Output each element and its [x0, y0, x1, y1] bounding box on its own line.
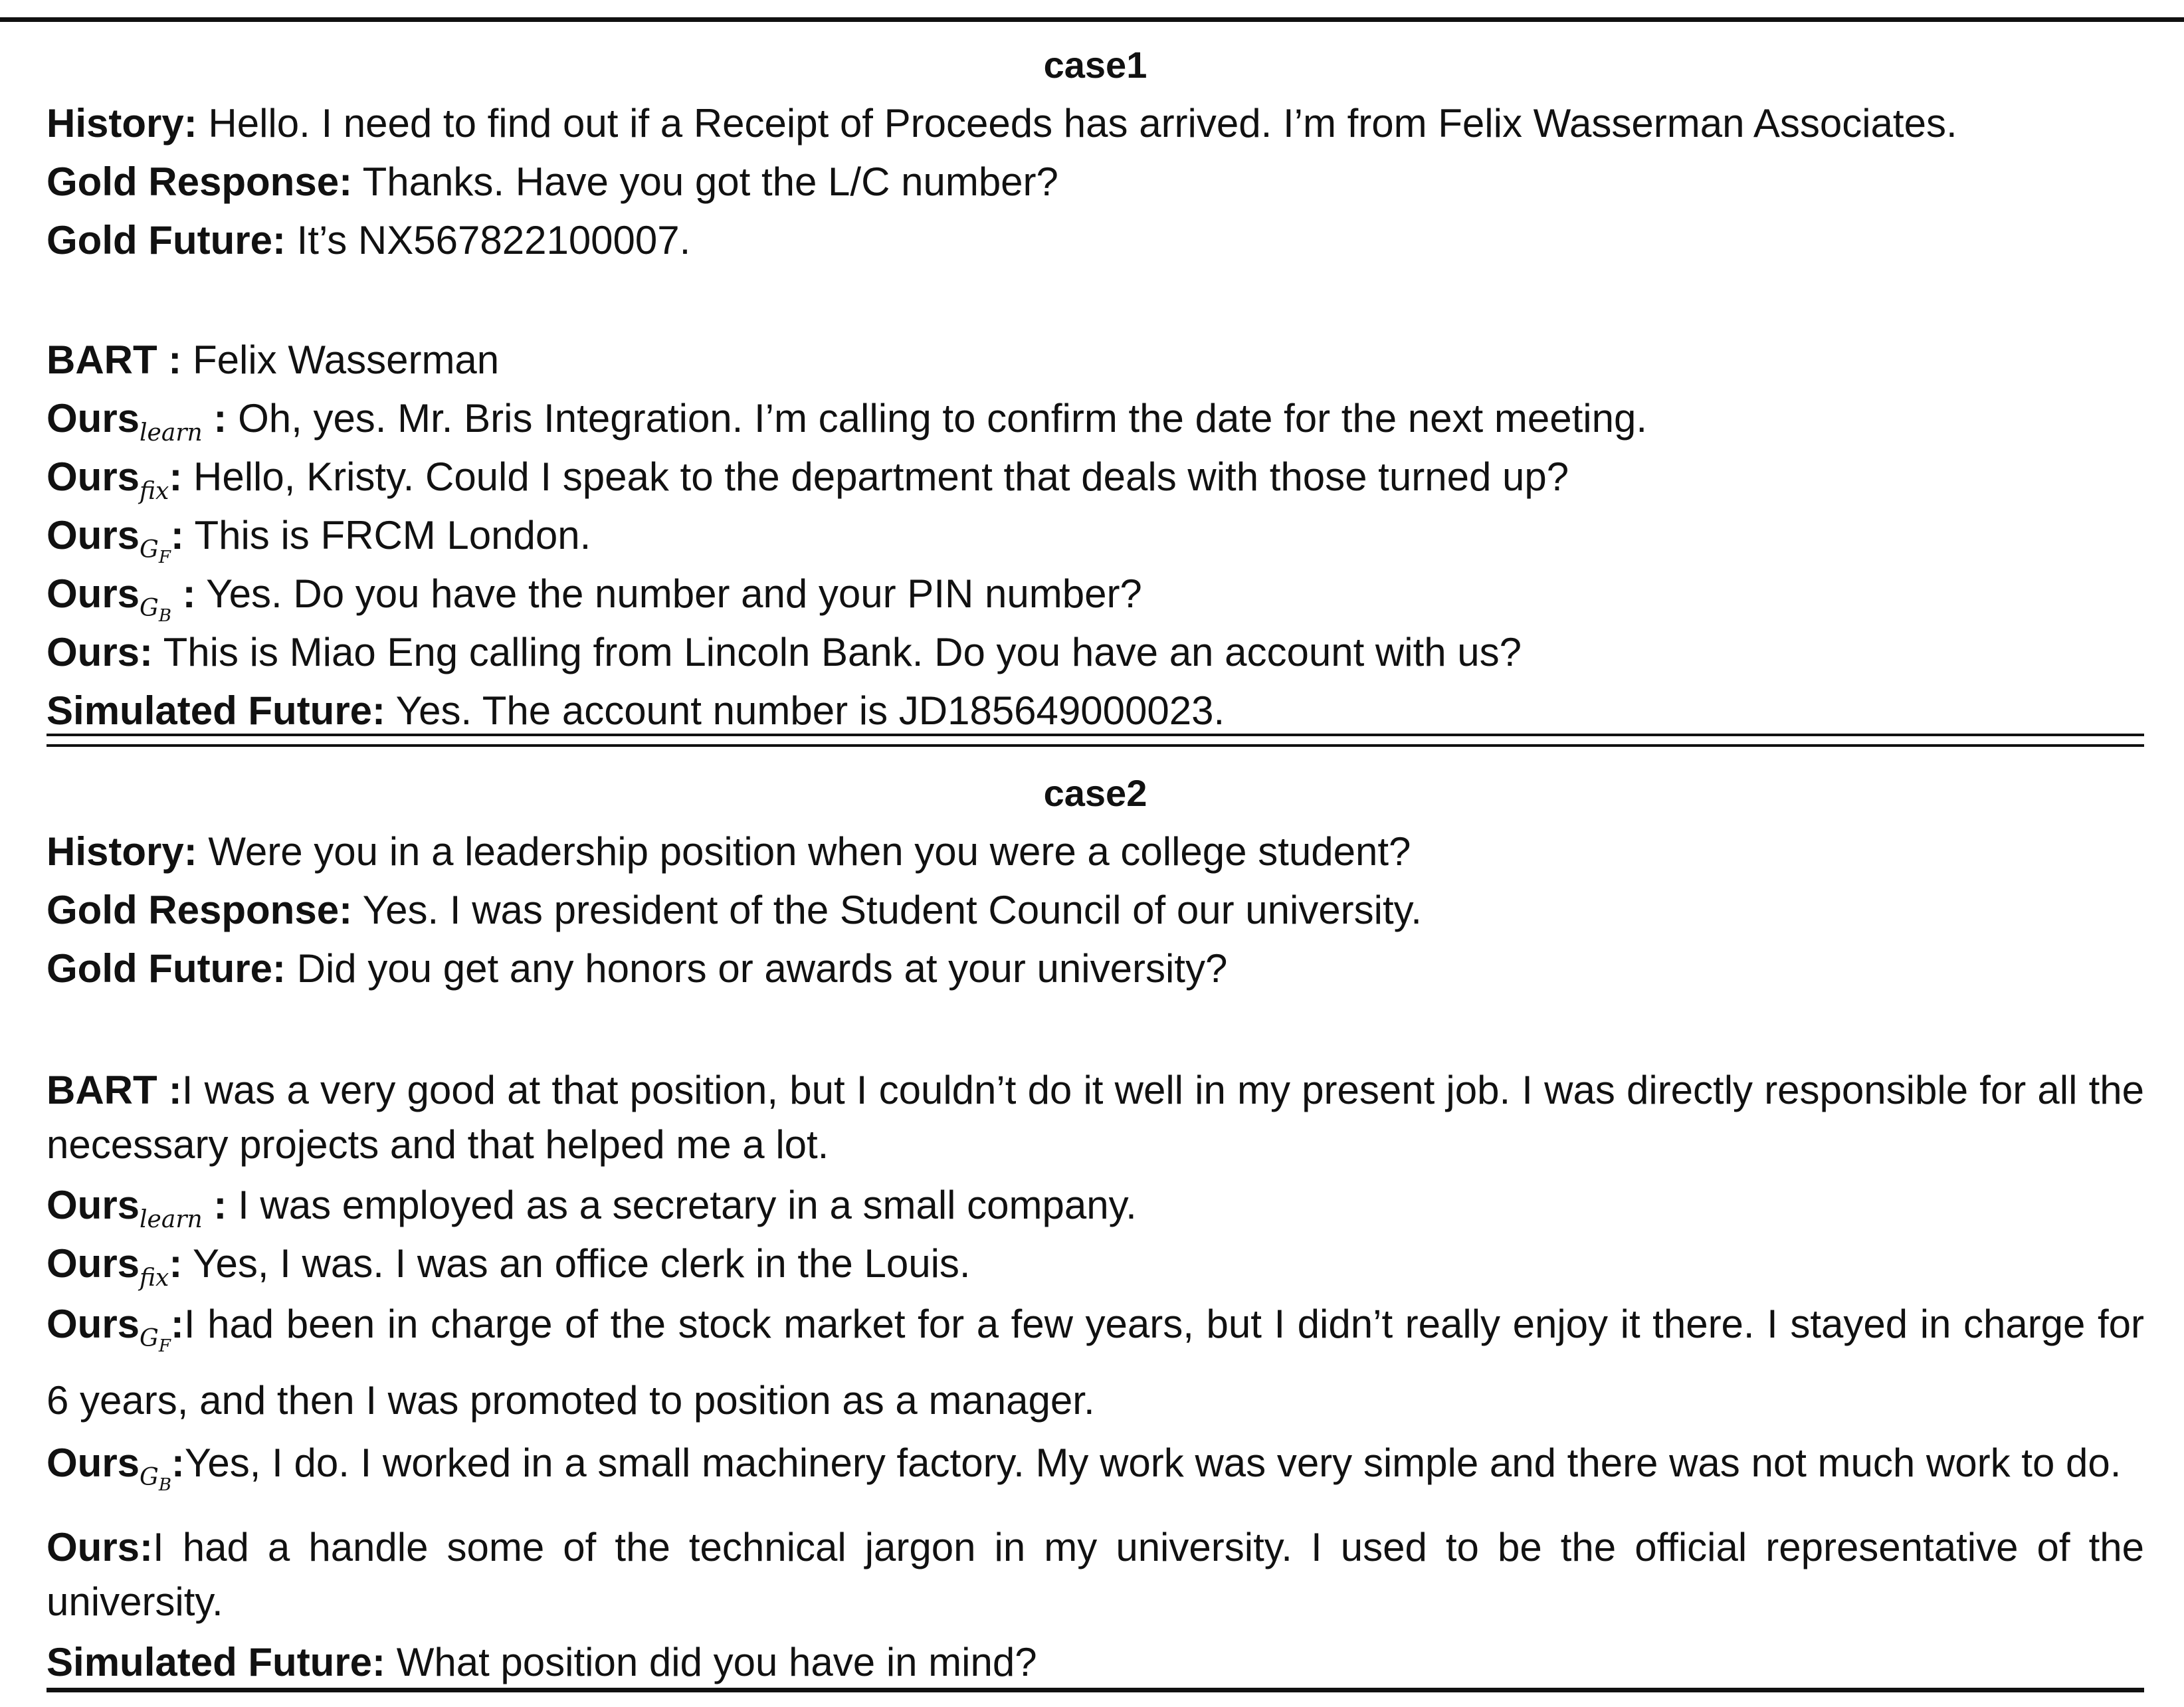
ours-gf-label: Ours$_{G_F}$:	[47, 1302, 184, 1357]
gold-future-text: It’s NX567822100007.	[296, 218, 691, 262]
ours-gb-label: Ours$_{G_B}$:	[47, 1441, 185, 1496]
gold-future-label: Gold Future:	[47, 946, 286, 991]
history-text: Were you in a leadership position when you were a college student?	[208, 829, 1411, 874]
ours-gb-text: Yes. Do you have the number and your PIN number?	[206, 571, 1142, 616]
simulated-future-label: Simulated Future:	[47, 1640, 386, 1685]
ours-gf-text: This is FRCM London.	[194, 513, 591, 557]
case2-bart	[47, 1059, 2144, 1172]
gold-response-text: Yes. I was president of the Student Council of our university.	[362, 888, 1422, 932]
ours-learn-text: I was employed as a secretary in a small company.	[238, 1183, 1137, 1227]
top-rule	[0, 17, 2184, 22]
case1-ours-gb	[47, 565, 2144, 627]
ours-gf-text: I had been in charge of the stock market for a few years, but I didn’t really enjoy it there. I stayed in charge for 6 years, and then I was promoted to position as a manager.	[47, 1302, 2144, 1423]
ours-fix-label: Ours$_{fix}$:	[47, 454, 183, 505]
case2-ours-gf	[47, 1293, 2144, 1428]
gold-response-label: Gold Response:	[47, 888, 353, 932]
case2-history	[47, 823, 2144, 881]
bart-text: I was a very good at that position, but I couldn’t do it well in my present job. I was directly responsible for all the necessary projects and that helped me a lot.	[47, 1068, 2144, 1167]
ours-fix-label: Ours$_{fix}$:	[47, 1241, 183, 1292]
gold-response-label: Gold Response:	[47, 159, 353, 204]
case1-simulated-future	[47, 682, 2144, 740]
ours-gb-text: Yes, I do. I worked in a small machinery factory. My work was very simple and there was not much work to do.	[184, 1441, 2122, 1486]
simulated-future-label: Simulated Future:	[47, 688, 386, 733]
simulated-future-text: Yes. The account number is JD185649000023.	[395, 688, 1225, 733]
case2-ours	[47, 1516, 2144, 1629]
case1-title: case1	[1043, 44, 1147, 86]
case1-bart	[47, 331, 2144, 389]
gold-future-label: Gold Future:	[47, 218, 286, 262]
bart-text: Felix Wasserman	[192, 338, 500, 382]
case2-title: case2	[1043, 772, 1147, 814]
case2-ours-learn	[47, 1176, 2144, 1235]
spacer	[47, 270, 2144, 331]
ours-gf-label: Ours$_{G_F}$:	[47, 513, 184, 568]
ours-label: Ours:	[47, 630, 153, 674]
gold-future-text: Did you get any honors or awards at your university?	[296, 946, 1228, 991]
ours-learn-label: Ours$_{learn}$ :	[47, 396, 227, 447]
ours-fix-text: Hello, Kristy. Could I speak to the department that deals with those turned up?	[193, 454, 1569, 499]
case1-ours-gf	[47, 506, 2144, 568]
ours-label: Ours:	[47, 1525, 153, 1570]
case1-gold-future	[47, 211, 2144, 270]
case1-gold-response	[47, 153, 2144, 211]
case1-ours	[47, 623, 2144, 682]
ours-text: I had a handle some of the technical jargon in my university. I used to be the official representative of the university.	[47, 1525, 2144, 1625]
case2-ours-fix	[47, 1235, 2144, 1293]
ours-learn-label: Ours$_{learn}$ :	[47, 1183, 227, 1233]
case-divider-rule-2	[47, 744, 2144, 747]
case2-section	[47, 764, 2144, 1692]
spacer	[47, 998, 2144, 1059]
case2-ours-gb	[47, 1432, 2144, 1512]
ours-fix-text: Yes, I was. I was an office clerk in the Louis.	[192, 1241, 971, 1286]
gold-response-text: Thanks. Have you got the L/C number?	[362, 159, 1058, 204]
case1-section	[47, 36, 2144, 740]
history-label: History:	[47, 829, 197, 874]
bottom-rule	[47, 1688, 2144, 1692]
ours-learn-text: Oh, yes. Mr. Bris Integration. I’m calling to confirm the date for the next meeting.	[238, 396, 1648, 441]
ours-gb-label: Ours$_{G_B}$ :	[47, 571, 196, 627]
history-text: Hello. I need to find out if a Receipt of Proceeds has arrived. I’m from Felix Wasserman Associates.	[208, 101, 1957, 146]
case2-gold-future	[47, 940, 2144, 998]
history-label: History:	[47, 101, 197, 146]
case1-ours-fix	[47, 448, 2144, 506]
simulated-future-text: What position did you have in mind?	[396, 1640, 1037, 1685]
bart-label: BART :	[47, 1068, 182, 1112]
case2-gold-response	[47, 881, 2144, 940]
case-divider-rule	[47, 734, 2144, 736]
bart-label: BART :	[47, 338, 182, 382]
ours-text: This is Miao Eng calling from Lincoln Bank. Do you have an account with us?	[163, 630, 1522, 674]
case2-simulated-future	[47, 1633, 2144, 1692]
case1-history	[47, 94, 2144, 153]
case1-ours-learn	[47, 389, 2144, 448]
